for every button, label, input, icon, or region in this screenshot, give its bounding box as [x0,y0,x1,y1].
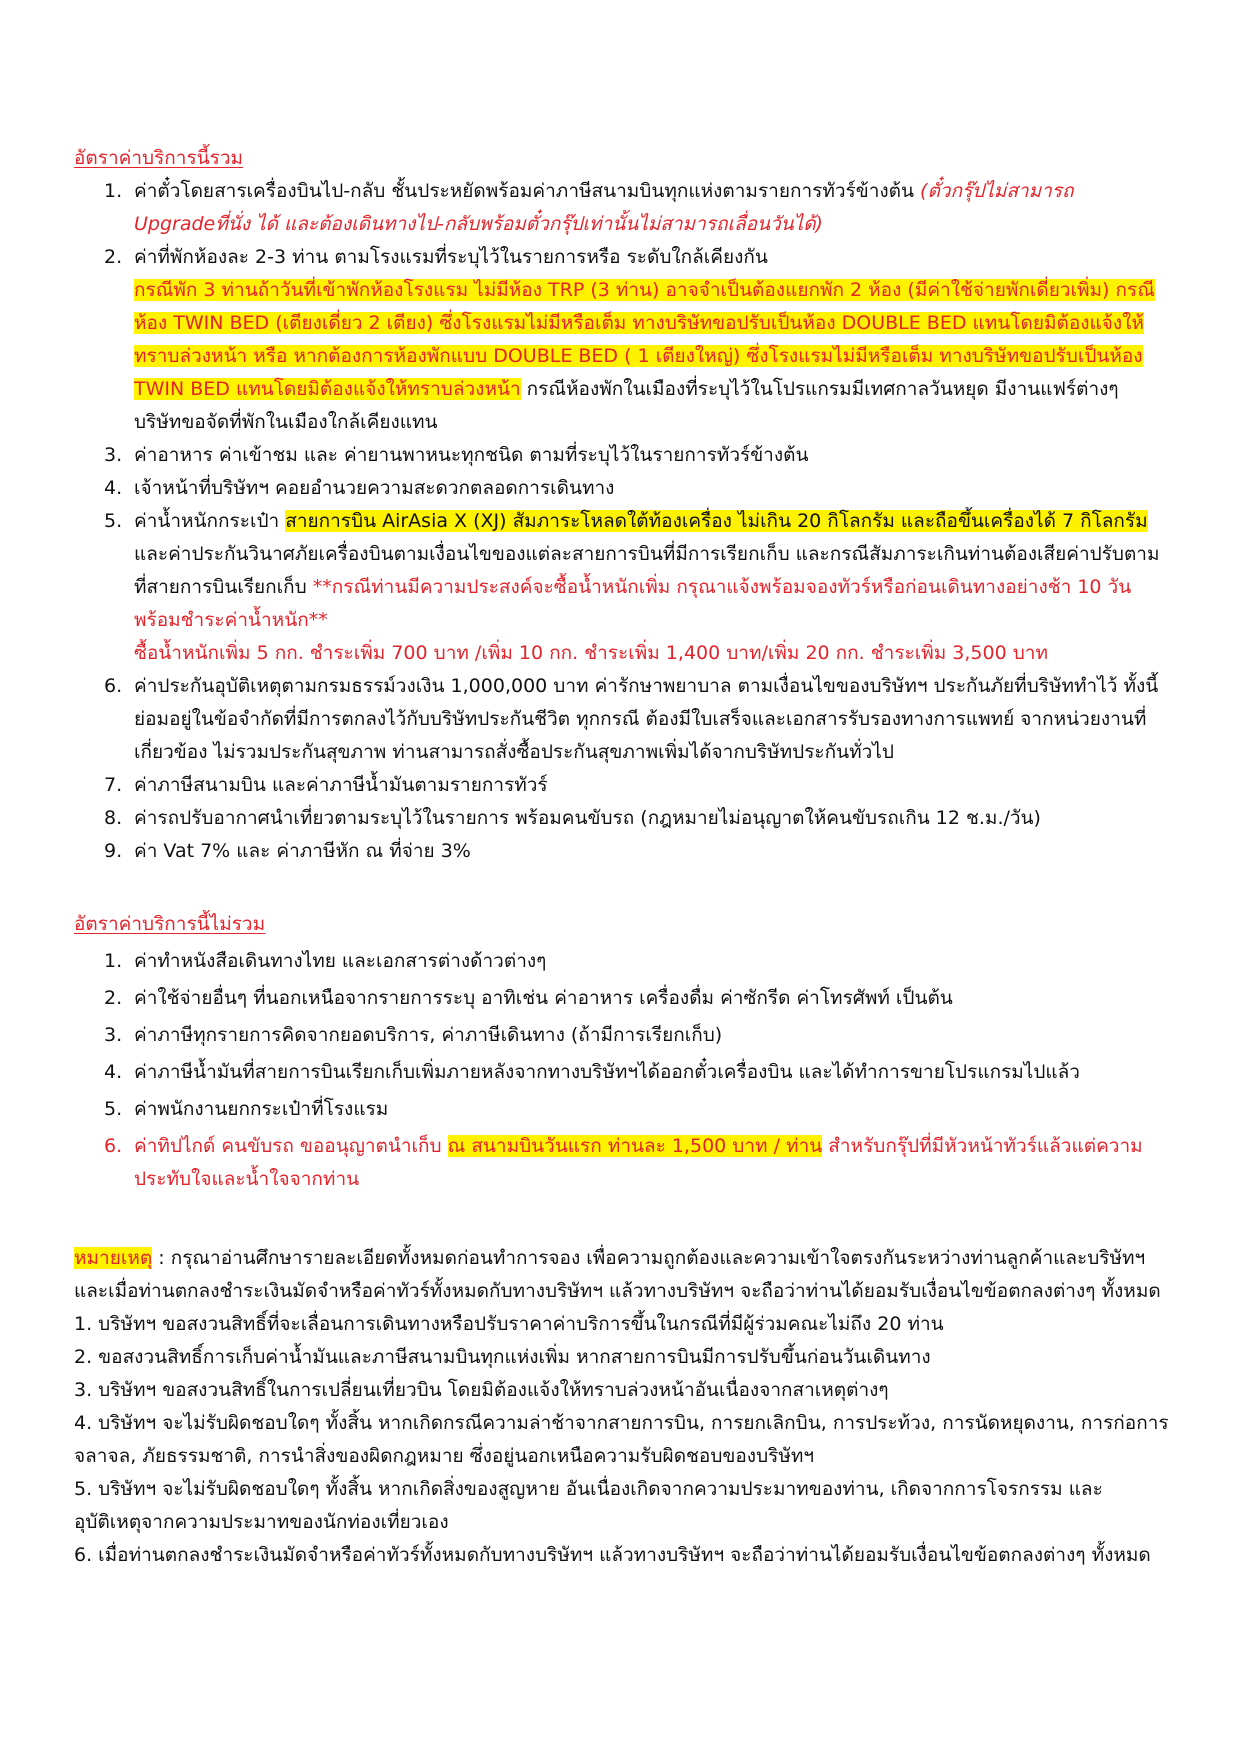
included-item-7: 7. ค่าภาษีสนามบิน และค่าภาษีน้ำมันตามรายการทัวร์ [104,774,548,796]
excluded-item-tail: สำหรับกรุ๊ปที่มีหัวหน้าทัวร์แล้วแต่ความประทับใจและน้ำใจจากท่าน [134,1135,1143,1190]
excluded-item-1: 1. ค่าทำหนังสือเดินทางไทย และเอกสารต่างด้าวต่างๆ [104,950,547,972]
excluded-list [74,945,1164,1196]
excluded-item-text: ค่าทำหนังสือเดินทางไทย และเอกสารต่างด้าวต่างๆ [134,950,547,972]
included-item-highlight: กรณีพัก 3 ท่านถ้าวันที่เข้าพักห้องโรงแรม ไม่มีห้อง TRP (3 ท่าน) อาจจำเป็นต้องแยกพัก 2 ห้อง (มีค่าใช้จ่ายพักเดี่ยวเพิ่ม) กรณีห้อง TWIN BED (เตียงเดี่ยว 2 เตียง) ซึ่งโรงแรมไม่มีหรือเต็ม ทางบริษัทขอปรับเป็นห้อง DOUBLE BED แทนโดยมิต้องแจ้งให้ทราบล่วงหน้า หรือ หากต้องการห้องพักแบบ DOUBLE BED ( 1 เตียงใหญ่) ซึ่งโรงแรมไม่มีหรือเต็ม ทางบริษัทขอปรับเป็นห้อง TWIN BED แทนโดยมิต้องแจ้งให้ทราบล่วงหน้า [134,279,1155,400]
included-item-red-note: **กรณีท่านมีความประสงค์จะซื้อน้ำหนักเพิ่ม กรุณาแจ้งพร้อมจองทัวร์หรือก่อนเดินทางอย่างช้า 10 วัน พร้อมชำระค่าน้ำหนัก** [134,576,1132,631]
included-item-8: 8. ค่ารถปรับอากาศนำเที่ยวตามระบุไว้ในรายการ พร้อมคนขับรถ (กฎหมายไม่อนุญาตให้คนขับรถเกิน 12 ช.ม./วัน) [104,807,1041,829]
excluded-title: อัตราค่าบริการนี้ไม่รวม [74,913,266,935]
excluded-item-text: ค่าพนักงานยกกระเป๋าที่โรงแรม [134,1098,389,1120]
included-title: อัตราค่าบริการนี้รวม [74,147,244,169]
excluded-item-2: 2. ค่าใช้จ่ายอื่นๆ ที่นอกเหนือจากรายการระบุ อาทิเช่น ค่าอาหาร เครื่องดื่ม ค่าซักรีด ค่าโทรศัพท์ เป็นต้น [104,987,953,1009]
excluded-item-3: 3. ค่าภาษีทุกรายการคิดจากยอดบริการ, ค่าภาษีเดินทาง (ถ้ามีการเรียกเก็บ) [104,1024,723,1046]
included-item-5: 5. ค่าน้ำหนักกระเป๋า สายการบิน AirAsia X (XJ) สัมภาระโหลดใต้ท้องเครื่อง ไม่เกิน 20 กิโลกรัม และถือขึ้นเครื่องได้ 7 กิโลกรัม และค่าประกันวินาศภัยเครื่องบินตามเงื่อนไขของแต่ละสายการบินที่มีการเรียกเก็บ และกรณีสัมภาระเกินท่านต้องเสียค่าปรับตามที่สายการบินเรียกเก็บ **กรณีท่านมีความประสงค์จะซื้อน้ำหนักเพิ่ม กรุณาแจ้งพร้อมจองทัวร์หรือก่อนเดินทางอย่างช้า 10 วัน พร้อมชำระค่าน้ำหนัก** ซื้อน้ำหนักเพิ่ม 5 กก. ชำระเพิ่ม 700 บาท /เพิ่ม 10 กก. ชำระเพิ่ม 1,400 บาท/เพิ่ม 20 กก. ชำระเพิ่ม 3,500 บาท [74,505,1164,670]
included-item-3: 3. ค่าอาหาร ค่าเข้าชม และ ค่ายานพาหนะทุกชนิด ตามที่ระบุไว้ในรายการทัวร์ข้างต้น [104,444,809,466]
included-item-text: ค่าน้ำหนักกระเป๋า [134,510,286,532]
included-item-6: 6. ค่าประกันอุบัติเหตุตามกรมธรรม์วงเงิน 1,000,000 บาท ค่ารักษาพยาบาล ตามเงื่อนไขของบริษัทฯ ประกันภัยที่บริษัททำไว้ ทั้งนี้ย่อมอยู่ในข้อจำกัดที่มีการตกลงไว้กับบริษัทประกันชีวิต ทุกกรณี ต้องมีใบเสร็จและเอกสารรับรองทางการแพทย์ จากหน่วยงานที่เกี่ยวข้อง ไม่รวมประกันสุขภาพ ท่านสามารถสั่งซื้อประกันสุขภาพเพิ่มได้จากบริษัทประกันทั่วไป [104,675,1159,763]
notes-item-4: 4. บริษัทฯ จะไม่รับผิดชอบใดๆ ทั้งสิ้น หากเกิดกรณีความล่าช้าจากสายการบิน, การยกเลิกบิน, การประท้วง, การนัดหยุดงาน, การก่อการจลาจล, ภัยธรรมชาติ, การนำสิ่งของผิดกฎหมาย ซึ่งอยู่นอกเหนือความรับผิดชอบของบริษัทฯ [74,1412,1169,1467]
notes-item-3: 3. บริษัทฯ ขอสงวนสิทธิ์ในการเปลี่ยนเที่ยวบิน โดยมิต้องแจ้งให้ทราบล่วงหน้าอันเนื่องจากสาเหตุต่างๆ [74,1379,889,1401]
excluded-item-text: ค่าทิปไกด์ คนขับรถ ขออนุญาตนำเก็บ [134,1135,448,1157]
included-item-text: ค่า Vat 7% และ ค่าภาษีหัก ณ ที่จ่าย 3% [134,840,471,862]
excluded-item-highlight: ณ สนามบินวันแรก ท่านละ 1,500 บาท / ท่าน [447,1135,823,1157]
included-item-highlight: สายการบิน AirAsia X (XJ) สัมภาระโหลดใต้ท้องเครื่อง ไม่เกิน 20 กิโลกรัม และถือขึ้นเครื่องได้ 7 กิโลกรัม [285,510,1148,532]
excluded-item-5: 5. ค่าพนักงานยกกระเป๋าที่โรงแรม [104,1098,389,1120]
included-item-tail: และค่าประกันวินาศภัยเครื่องบินตามเงื่อนไขของแต่ละสายการบินที่มีการเรียกเก็บ และกรณีสัมภาระเกินท่านต้องเสียค่าปรับตามที่สายการบินเรียกเก็บ [134,543,1160,598]
notes-item-2: 2. ขอสงวนสิทธิ์การเก็บค่าน้ำมันและภาษีสนามบินทุกแห่งเพิ่ม หากสายการบินมีการปรับขึ้นก่อนวันเดินทาง [74,1346,931,1368]
included-item-text: ค่าอาหาร ค่าเข้าชม และ ค่ายานพาหนะทุกชนิด ตามที่ระบุไว้ในรายการทัวร์ข้างต้น [134,444,809,466]
included-item-9: 9. ค่า Vat 7% และ ค่าภาษีหัก ณ ที่จ่าย 3% [104,840,471,862]
included-item-2: 2. ค่าที่พักห้องละ 2-3 ท่าน ตามโรงแรมที่ระบุไว้ในรายการหรือ ระดับใกล้เคียงกัน กรณีพัก 3 ท่านถ้าวันที่เข้าพักห้องโรงแรม ไม่มีห้อง TRP (3 ท่าน) อาจจำเป็นต้องแยกพัก 2 ห้อง (มีค่าใช้จ่ายพักเดี่ยวเพิ่ม) กรณีห้อง TWIN BED (เตียงเดี่ยว 2 เตียง) ซึ่งโรงแรมไม่มีหรือเต็ม ทางบริษัทขอปรับเป็นห้อง DOUBLE BED แทนโดยมิต้องแจ้งให้ทราบล่วงหน้า หรือ หากต้องการห้องพักแบบ DOUBLE BED ( 1 เตียงใหญ่) ซึ่งโรงแรมไม่มีหรือเต็ม ทางบริษัทขอปรับเป็นห้อง TWIN BED แทนโดยมิต้องแจ้งให้ทราบล่วงหน้า กรณีห้องพักในเมืองที่ระบุไว้ในโปรแกรมมีเทศกาลวันหยุด มีงานแฟร์ต่างๆ บริษัทขอจัดที่พักในเมืองใกล้เคียงแทน [74,241,1164,439]
included-item-text: ค่าภาษีสนามบิน และค่าภาษีน้ำมันตามรายการทัวร์ [134,774,548,796]
notes-item-1: 1. บริษัทฯ ขอสงวนสิทธิ์ที่จะเลื่อนการเดินทางหรือปรับราคาค่าบริการขึ้นในกรณีที่มีผู้ร่วมคณะไม่ถึง 20 ท่าน [74,1313,944,1335]
included-item-1: 1. ค่าตั๋วโดยสารเครื่องบินไป-กลับ ชั้นประหยัดพร้อมค่าภาษีสนามบินทุกแห่งตามรายการทัวร์ข้างต้น (ตั๋วกรุ๊ปไม่สามารถ Upgradeที่นั่ง ได้ และต้องเดินทางไป-กลับพร้อมตั๋วกรุ๊ปเท่านั้นไม่สามารถเลื่อนวันได้) [104,180,1074,235]
excluded-item-text: ค่าภาษีทุกรายการคิดจากยอดบริการ, ค่าภาษีเดินทาง (ถ้ามีการเรียกเก็บ) [134,1024,723,1046]
included-item-text: ค่ารถปรับอากาศนำเที่ยวตามระบุไว้ในรายการ พร้อมคนขับรถ (กฎหมายไม่อนุญาตให้คนขับรถเกิน 12 ช.ม./วัน) [134,807,1041,829]
excluded-item-6: 6. ค่าทิปไกด์ คนขับรถ ขออนุญาตนำเก็บ ณ สนามบินวันแรก ท่านละ 1,500 บาท / ท่าน สำหรับกรุ๊ปที่มีหัวหน้าทัวร์แล้วแต่ความประทับใจและน้ำใจจากท่าน [104,1135,1143,1190]
excluded-item-text: ค่าภาษีน้ำมันที่สายการบินเรียกเก็บเพิ่มภายหลังจากทางบริษัทฯได้ออกตั๋วเครื่องบิน และได้ทำการขายโปรแกรมไปแล้ว [134,1061,1080,1083]
excluded-item-text: ค่าใช้จ่ายอื่นๆ ที่นอกเหนือจากรายการระบุ อาทิเช่น ค่าอาหาร เครื่องดื่ม ค่าซักรีด ค่าโทรศัพท์ เป็นต้น [134,987,953,1009]
notes-item-5: 5. บริษัทฯ จะไม่รับผิดชอบใดๆ ทั้งสิ้น หากเกิดสิ่งของสูญหาย อันเนื่องเกิดจากความประมาทของท่าน, เกิดจากการโจรกรรม และ อุบัติเหตุจากความประมาทของนักท่องเที่ยวเอง [74,1478,1103,1533]
included-item-note: (ตั๋วกรุ๊ปไม่สามารถ Upgradeที่นั่ง ได้ และต้องเดินทางไป-กลับพร้อมตั๋วกรุ๊ปเท่านั้นไม่สามารถเลื่อนวันได้) [134,180,1074,235]
included-item-4: 4. เจ้าหน้าที่บริษัทฯ คอยอำนวยความสะดวกตลอดการเดินทาง [104,477,615,499]
included-item-text: ค่าที่พักห้องละ 2-3 ท่าน ตามโรงแรมที่ระบุไว้ในรายการหรือ ระดับใกล้เคียงกัน [134,246,768,268]
included-item-text: ค่าตั๋วโดยสารเครื่องบินไป-กลับ ชั้นประหยัดพร้อมค่าภาษีสนามบินทุกแห่งตามรายการทัวร์ข้างต้น [134,180,921,202]
notes-section [74,1242,1174,1572]
included-list [74,175,1164,868]
notes-label: หมายเหตุ [74,1247,153,1269]
included-item-red-line: ซื้อน้ำหนักเพิ่ม 5 กก. ชำระเพิ่ม 700 บาท /เพิ่ม 10 กก. ชำระเพิ่ม 1,400 บาท/เพิ่ม 20 กก. ชำระเพิ่ม 3,500 บาท [134,642,1048,664]
included-item-tail: กรณีห้องพักในเมืองที่ระบุไว้ในโปรแกรมมีเทศกาลวันหยุด มีงานแฟร์ต่างๆ บริษัทขอจัดที่พักในเมืองใกล้เคียงแทน [134,378,1119,433]
notes-intro: หมายเหตุ : กรุณาอ่านศึกษารายละเอียดทั้งหมดก่อนทำการจอง เพื่อความถูกต้องและความเข้าใจตรงกันระหว่างท่านลูกค้าและบริษัทฯ และเมื่อท่านตกลงชำระเงินมัดจำหรือค่าทัวร์ทั้งหมดกับทางบริษัทฯ แล้วทางบริษัทฯ จะถือว่าท่านได้ยอมรับเงื่อนไขข้อตกลงต่างๆ ทั้งหมด [74,1247,1161,1302]
included-item-text: ค่าประกันอุบัติเหตุตามกรมธรรม์วงเงิน 1,000,000 บาท ค่ารักษาพยาบาล ตามเงื่อนไขของบริษัทฯ ประกันภัยที่บริษัททำไว้ ทั้งนี้ย่อมอยู่ในข้อจำกัดที่มีการตกลงไว้กับบริษัทประกันชีวิต ทุกกรณี ต้องมีใบเสร็จและเอกสารรับรองทางการแพทย์ จากหน่วยงานที่เกี่ยวข้อง ไม่รวมประกันสุขภาพ ท่านสามารถสั่งซื้อประกันสุขภาพเพิ่มได้จากบริษัทประกันทั่วไป [134,675,1159,763]
notes-item-6: 6. เมื่อท่านตกลงชำระเงินมัดจำหรือค่าทัวร์ทั้งหมดกับทางบริษัทฯ แล้วทางบริษัทฯ จะถือว่าท่านได้ยอมรับเงื่อนไขข้อตกลงต่างๆ ทั้งหมด [74,1544,1151,1566]
included-item-text: เจ้าหน้าที่บริษัทฯ คอยอำนวยความสะดวกตลอดการเดินทาง [134,477,615,499]
excluded-item-4: 4. ค่าภาษีน้ำมันที่สายการบินเรียกเก็บเพิ่มภายหลังจากทางบริษัทฯได้ออกตั๋วเครื่องบิน และได้ทำการขายโปรแกรมไปแล้ว [104,1061,1080,1083]
